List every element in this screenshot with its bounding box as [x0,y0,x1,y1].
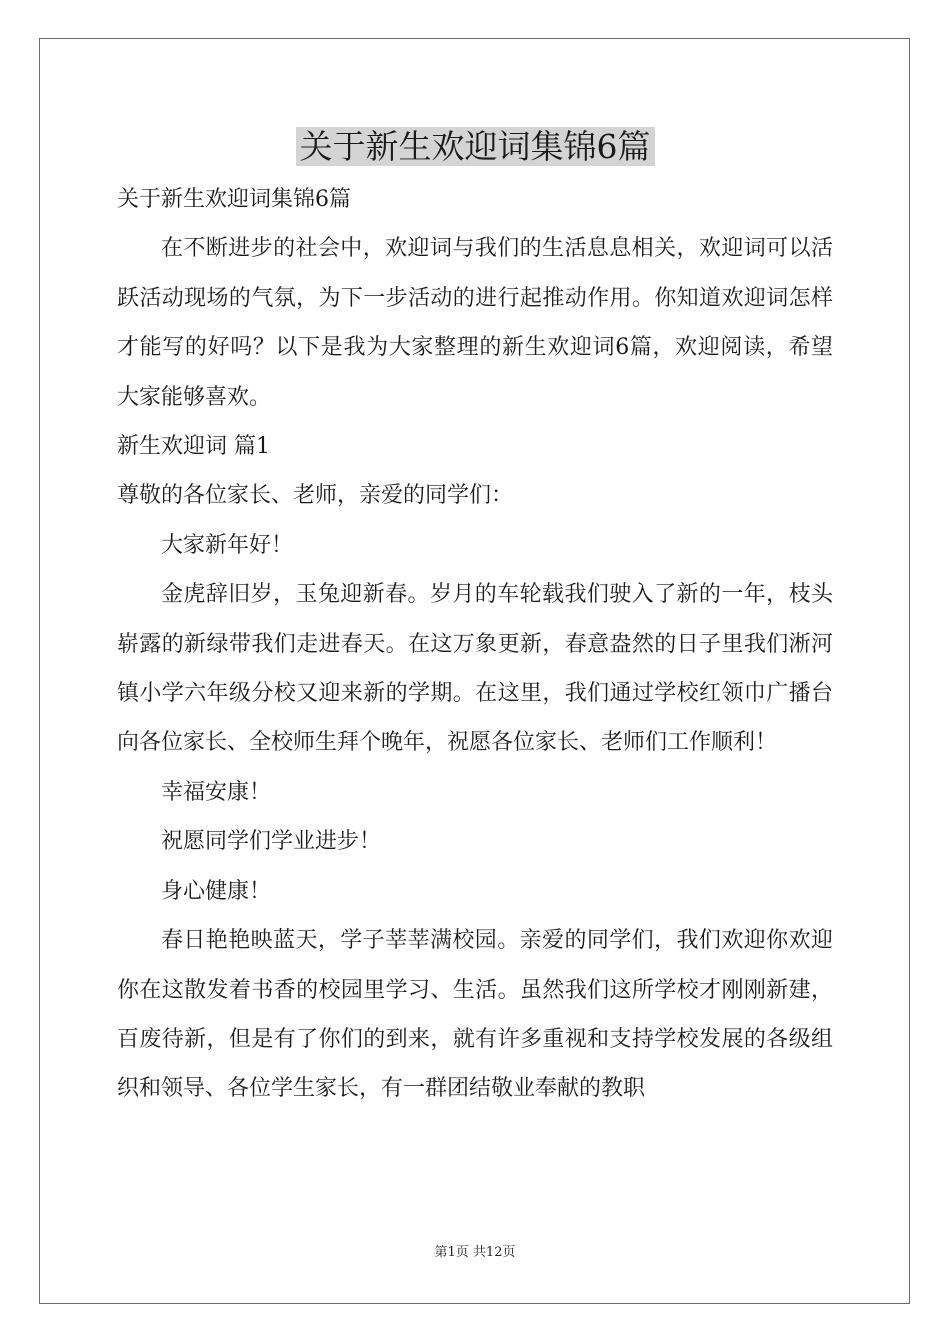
intro-paragraph: 在不断进步的社会中，欢迎词与我们的生活息息相关，欢迎词可以活跃活动现场的气氛，为下一步活动的进行起推动作用。你知道欢迎词怎样才能写的好吗？以下是我为大家整理的新生欢迎词6篇，欢迎阅读，希望大家能够喜欢。 [117,236,833,410]
wish-line-3: 身心健康！ [161,878,272,904]
body-paragraph-2: 春日艳艳映蓝天，学子莘莘满校园。亲爱的同学们，我们欢迎你欢迎你在这散发着书香的校园里学习、生活。虽然我们这所学校才刚刚新建，百废待新，但是有了你们的到来，就有许多重视和支持学校发展的各级组织和领导、各位学生家长，有一群团结敬业奉献的教职 [117,928,833,1102]
document-title [0,124,950,170]
salutation: 尊敬的各位家长、老师，亲爱的同学们： [117,483,514,509]
document-body [117,175,833,1114]
wish-line-2: 祝愿同学们学业进步！ [161,829,382,855]
section-heading: 新生欢迎词 篇1 [117,434,270,460]
document-subtitle: 关于新生欢迎词集锦6篇 [117,187,351,212]
wish-line-1: 幸福安康！ [161,779,272,805]
page-number-footer: 第1页 共12页 [434,1245,516,1260]
greeting: 大家新年好！ [161,532,294,558]
body-paragraph-1: 金虎辞旧岁，玉兔迎新春。岁月的车轮载我们驶入了新的一年，枝头崭露的新绿带我们走进春天。在这万象更新，春意盎然的日子里我们淅河镇小学六年级分校又迎来新的学期。在这里，我们通过学校红领巾广播台向各位家长、全校师生拜个晚年，祝愿各位家长、老师们工作顺利！ [117,582,833,756]
document-title-text: 关于新生欢迎词集锦6篇 [296,127,655,166]
